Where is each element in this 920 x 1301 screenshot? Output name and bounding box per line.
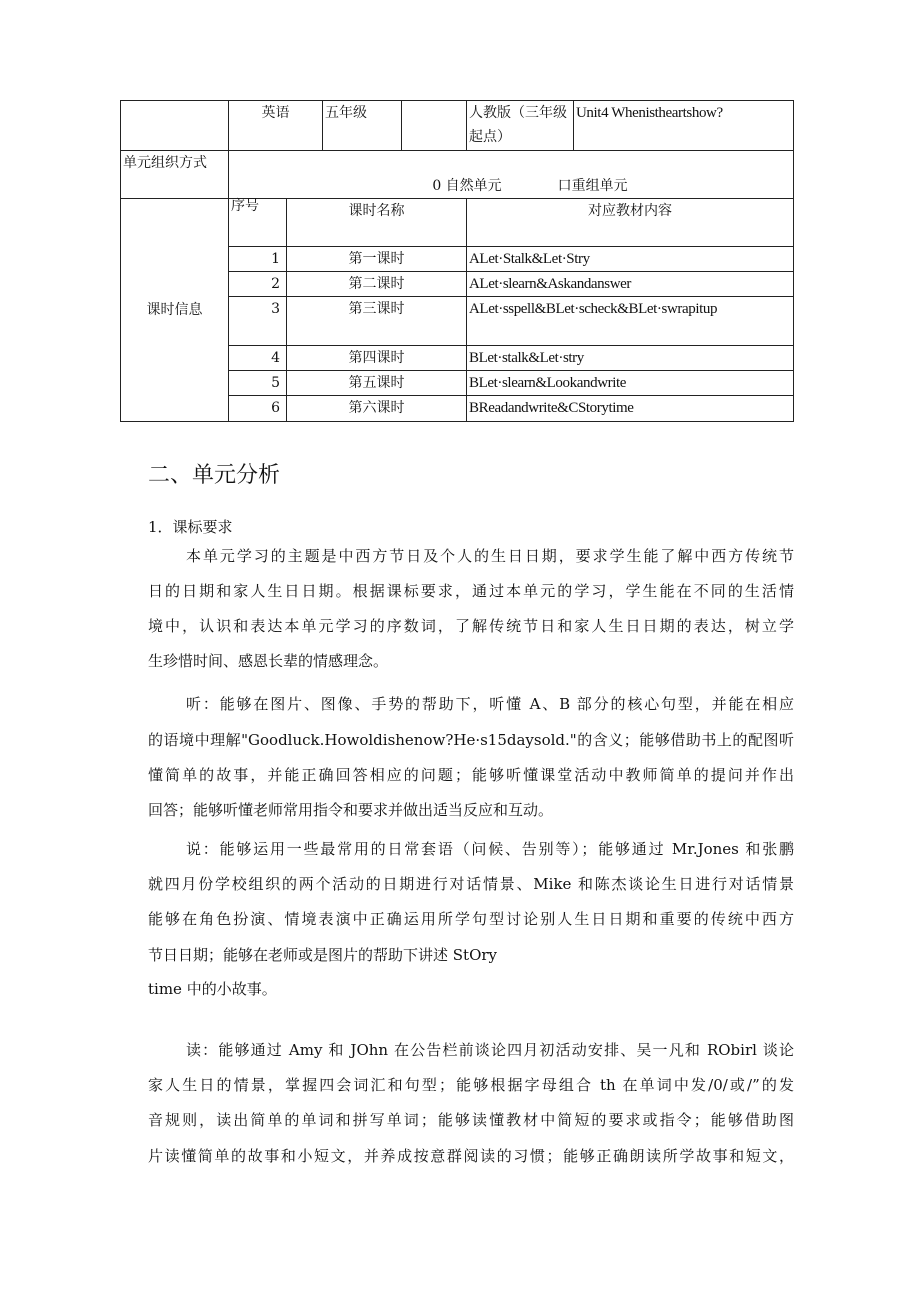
paragraph-line: 家人生日的情景，掌握四会词汇和句型；能够根据字母组合 th 在单词中发/0/或/”的发 <box>148 1076 794 1094</box>
lesson-no: 1 <box>229 247 287 272</box>
lesson-content: ALet·slearn&Askandanswer <box>467 272 794 297</box>
paragraph-line: 的语境中理解"Goodluck.Howoldishenow?He·s15daysold."的含义；能够借助书上的配图听 <box>148 731 794 749</box>
paragraph-line: 本单元学习的主题是中西方节日及个人的生日日期，要求学生能了解中西方传统节 <box>186 547 794 565</box>
lesson-content: BLet·slearn&Lookandwrite <box>467 371 794 396</box>
lesson-name: 第六课时 <box>287 396 467 422</box>
org-options: 0 自然单元 口重组单元 <box>229 151 794 199</box>
paragraph-line: 片读懂简单的故事和小短文，并养成按意群阅读的习惯；能够正确朗读所学故事和短文， <box>148 1147 794 1165</box>
paragraph-line: 生珍惜时间、感恩长辈的情感理念。 <box>148 652 389 670</box>
paragraph-line: 能够在角色扮演、情境表演中正确运用所学句型讨论别人生日日期和重要的传统中西方 <box>148 910 794 928</box>
lesson-name: 第五课时 <box>287 371 467 396</box>
lesson-name: 第三课时 <box>287 297 467 346</box>
blank-cell <box>402 101 467 151</box>
paragraph-line: 音规则，读出简单的单词和拼写单词；能够读懂教材中简短的要求或指令；能够借助图 <box>148 1111 794 1129</box>
edition-cell: 人教版（三年级起点） <box>467 101 574 151</box>
paragraph-line: 就四月份学校组织的两个活动的日期进行对话情景、Mike 和陈杰谈论生日进行对话情景 <box>148 875 794 893</box>
paragraph-line: 日的日期和家人生日日期。根据课标要求，通过本单元的学习，学生能在不同的生活情 <box>148 582 794 600</box>
paragraph-line: 节日日期；能够在老师或是图片的帮助下讲述 StOry <box>148 946 498 964</box>
paragraph-line: time 中的小故事。 <box>148 980 277 998</box>
lesson-content: ALet·sspell&BLet·scheck&BLet·swrapitup <box>467 297 794 346</box>
paragraph-line: 读：能够通过 Amy 和 JOhn 在公告栏前谈论四月初活动安排、吴一凡和 RObirl 谈论 <box>186 1041 794 1059</box>
header-no: 序号 <box>229 199 287 247</box>
lesson-content: BLet·stalk&Let·stry <box>467 346 794 371</box>
paragraph-line: 懂简单的故事，并能正确回答相应的问题；能够听懂课堂活动中教师简单的提问并作出 <box>148 766 794 784</box>
lesson-no: 3 <box>229 297 287 346</box>
lesson-no: 6 <box>229 396 287 422</box>
lesson-info-label: 课时信息 <box>121 199 229 422</box>
lesson-no: 5 <box>229 371 287 396</box>
paragraph-line: 听：能够在图片、图像、手势的帮助下，听懂 A、B 部分的核心句型，并能在相应 <box>186 695 794 713</box>
subject-cell: 英语 <box>229 101 323 151</box>
subsection-title: 1．课标要求 <box>148 518 233 536</box>
unit-cell: Unit4 Whenistheartshow? <box>574 101 794 151</box>
paragraph-line: 境中，认识和表达本单元学习的序数词，了解传统节日和家人生日日期的表达，树立学 <box>148 617 794 635</box>
blank-cell <box>121 101 229 151</box>
lesson-content: BReadandwrite&CStorytime <box>467 396 794 422</box>
header-name: 课时名称 <box>287 199 467 247</box>
lesson-no: 4 <box>229 346 287 371</box>
grade-cell: 五年级 <box>323 101 402 151</box>
lesson-name: 第一课时 <box>287 247 467 272</box>
unit-info-table <box>120 100 794 422</box>
lesson-name: 第四课时 <box>287 346 467 371</box>
header-content: 对应教材内容 <box>467 199 794 247</box>
section-title: 二、单元分析 <box>148 463 281 488</box>
paragraph-line: 回答；能够听懂老师常用指令和要求并做出适当反应和互动。 <box>148 801 554 819</box>
paragraph-line: 说：能够运用一些最常用的日常套语（问候、告别等）；能够通过 Mr.Jones 和张鹏 <box>186 840 794 858</box>
org-label: 单元组织方式 <box>121 151 229 199</box>
lesson-content: ALet·Stalk&Let·Stry <box>467 247 794 272</box>
lesson-name: 第二课时 <box>287 272 467 297</box>
lesson-no: 2 <box>229 272 287 297</box>
